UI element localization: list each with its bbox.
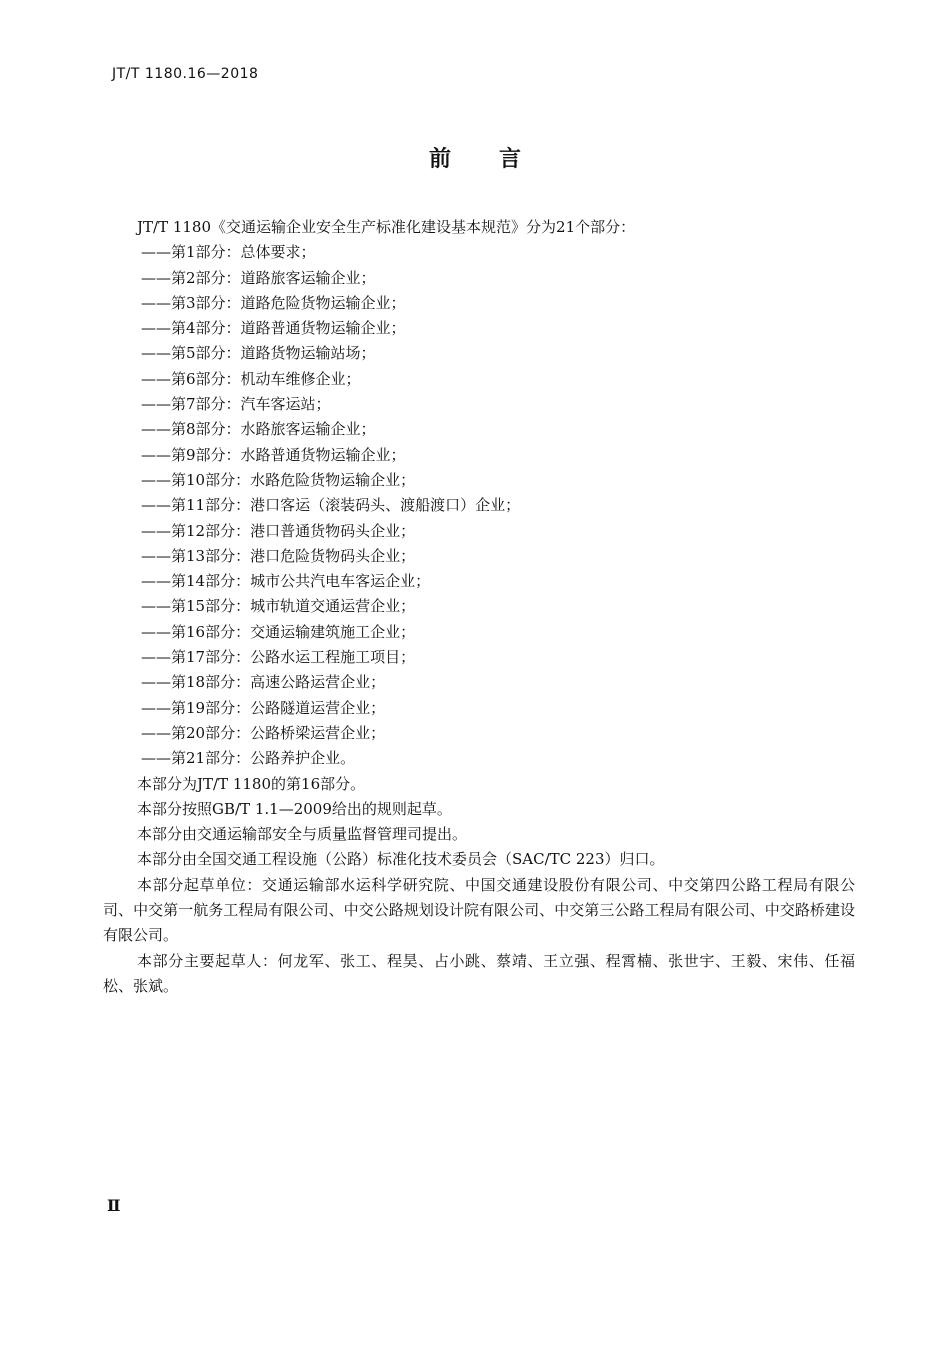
committee-statement: 本部分由全国交通工程设施（公路）标准化技术委员会（SAC/TC 223）归口。: [137, 850, 665, 869]
parts-list: [103, 240, 855, 771]
drafting-rules-statement: 本部分按照GB/T 1.1—2009给出的规则起草。: [137, 799, 452, 818]
list-item: ——第7部分：汽车客运站；: [141, 395, 331, 414]
list-item: ——第16部分：交通运输建筑施工企业；: [141, 622, 416, 641]
drafters-paragraph: 本部分主要起草人：何龙军、张工、程昊、占小跳、蔡靖、王立强、程霄楠、张世宇、王毅、宋伟、任福松、张斌。: [103, 951, 855, 995]
list-item: ——第19部分：公路隧道运营企业；: [141, 698, 386, 717]
list-item: ——第3部分：道路危险货物运输企业；: [141, 293, 406, 312]
drafting-units-paragraph: 本部分起草单位：交通运输部水运科学研究院、中国交通建设股份有限公司、中交第四公路工程局有限公司、中交第一航务工程局有限公司、中交公路规划设计院有限公司、中交第三公路工程局有限公司、中交路桥建设有限公司。: [103, 875, 855, 945]
proposer-statement: 本部分由交通运输部安全与质量监督管理司提出。: [137, 825, 468, 844]
list-item: ——第1部分：总体要求；: [141, 243, 316, 262]
intro-paragraph: JT/T 1180《交通运输企业安全生产标准化建设基本规范》分为21个部分：: [137, 218, 636, 236]
list-item: ——第14部分：城市公共汽电车客运企业；: [141, 572, 431, 591]
list-item: ——第10部分：水路危险货物运输企业；: [141, 470, 416, 489]
list-item: ——第13部分：港口危险货物码头企业；: [141, 546, 416, 565]
page-title: 前言: [428, 147, 569, 172]
list-item: ——第4部分：道路普通货物运输企业；: [141, 319, 406, 338]
list-item: ——第11部分：港口客运（滚装码头、渡船渡口）企业；: [141, 496, 521, 515]
page-number: Ⅱ: [107, 1196, 121, 1215]
list-item: ——第15部分：城市轨道交通运营企业；: [141, 597, 416, 616]
list-item: ——第21部分：公路养护企业。: [141, 749, 356, 768]
list-item: ——第9部分：水路普通货物运输企业；: [141, 445, 406, 464]
part-number-statement: 本部分为JT/T 1180的第16部分。: [137, 774, 366, 793]
list-item: ——第2部分：道路旅客运输企业；: [141, 268, 376, 287]
list-item: ——第5部分：道路货物运输站场；: [141, 344, 376, 363]
list-item: ——第17部分：公路水运工程施工项目；: [141, 648, 416, 667]
foreword-body: [103, 215, 855, 999]
list-item: ——第6部分：机动车维修企业；: [141, 369, 361, 388]
list-item: ——第18部分：高速公路运营企业；: [141, 673, 386, 692]
list-item: ——第12部分：港口普通货物码头企业；: [141, 521, 416, 540]
list-item: ——第8部分：水路旅客运输企业；: [141, 420, 376, 439]
list-item: ——第20部分：公路桥梁运营企业；: [141, 723, 386, 742]
standard-code: JT/T 1180.16—2018: [112, 66, 259, 82]
